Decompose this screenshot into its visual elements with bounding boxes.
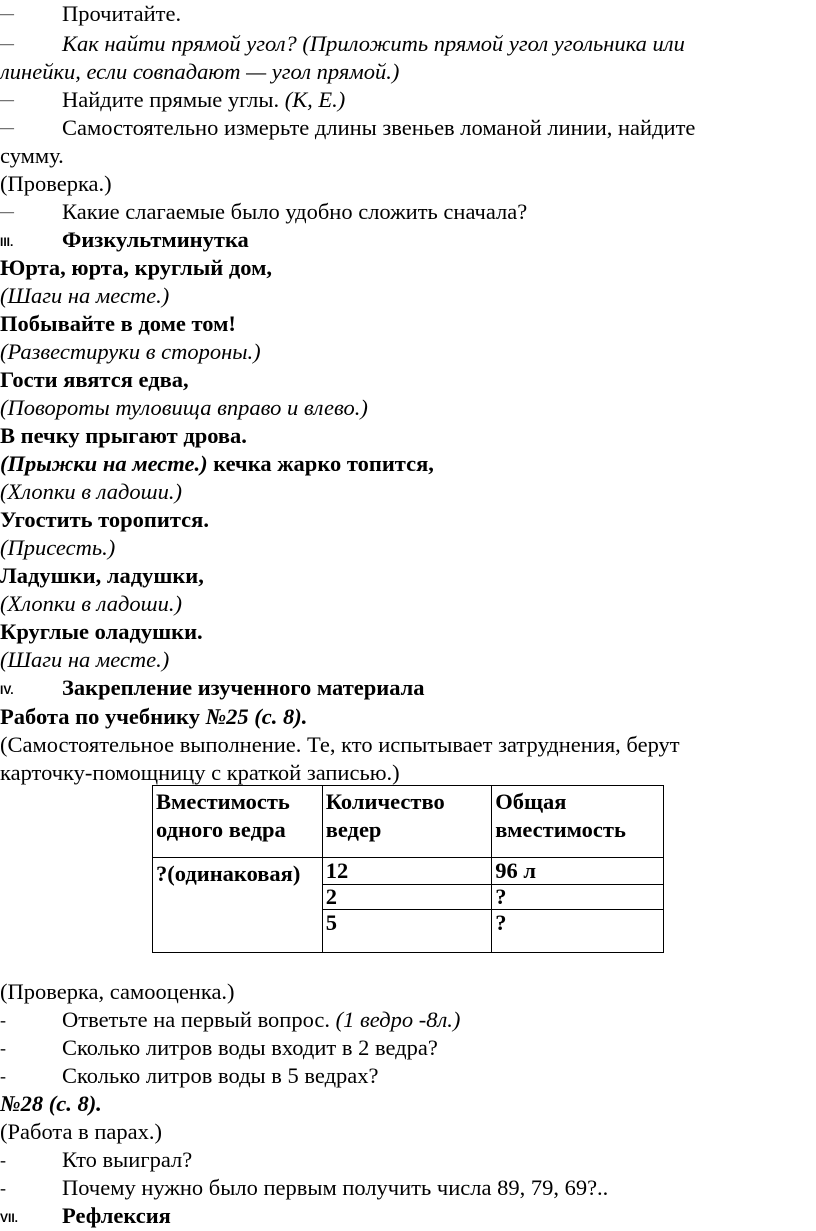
textbook-task [0,703,307,731]
line-read: Прочитайте. [62,1,182,26]
task-number-28: №28 (с. 8). [0,1091,102,1116]
poem-line: Угостить торопится. [0,507,209,532]
question-first-text: Ответьте на первый вопрос. [62,1007,336,1032]
table-header-row [153,786,664,858]
list-hyphen: - [0,1010,6,1030]
list-dash: — [0,37,14,52]
poem-line: Гости явятся едва, [0,367,189,392]
section-title-reflection: Рефлексия [62,1203,171,1228]
table-header-cell: Вместимость одного ведра [153,786,323,858]
section-number: III. [0,235,14,249]
check-selfassessment: (Проверка, самооценка.) [0,979,235,1004]
list-hyphen: - [0,1178,6,1198]
table-cell: 96 л [492,858,664,885]
line-question-right-angle-cont: линейки, если совпадают — угол прямой.) [0,59,400,84]
poem-instruction: (Развестируки в стороны.) [0,339,261,364]
poem-line-mixed [0,450,434,478]
line-measure-cont: сумму. [0,143,64,168]
poem-line: Круглые оладушки. [0,619,203,644]
poem-line: Ладушки, ладушки, [0,563,204,588]
poem-instruction: (Шаги на месте.) [0,647,170,672]
poem-instruction: (Присесть.) [0,535,116,560]
line-find-angles [62,86,345,114]
pair-work: (Работа в парах.) [0,1119,162,1144]
question-five-buckets: Сколько литров воды в 5 ведрах? [62,1063,379,1088]
question-first-answer: (1 ведро -8л.) [335,1007,461,1032]
table-cell: ? [492,885,664,910]
table-cell: ? [492,910,664,953]
list-dash: — [0,121,14,136]
table-cell-capacity: ?(одинаковая) [153,858,323,953]
poem-instruction: (Прыжки на месте.) [0,451,208,476]
poem-line: В печку прыгают дрова. [0,423,247,448]
table-cell: 2 [322,885,492,910]
line-find-angles-answer: (К, Е.) [284,87,346,112]
task-note-cont: карточку-помощницу с краткой записью.) [0,760,400,785]
section-title-physical: Физкультминутка [62,227,249,252]
list-hyphen: - [0,1066,6,1086]
poem-instruction: (Шаги на месте.) [0,283,170,308]
table-header-cell: Количество ведер [322,786,492,858]
table-cell: 5 [322,910,492,953]
poem-line: Юрта, юрта, круглый дом, [0,255,273,280]
section-title-consolidation: Закрепление изученного материала [62,675,425,700]
list-hyphen: - [0,1150,6,1170]
poem-instruction: (Хлопки в ладоши.) [0,479,182,504]
capacity-table [152,785,664,953]
line-measure: Самостоятельно измерьте длины звеньев ломаной линии, найдите [62,115,696,140]
line-question-right-angle: Как найти прямой угол? (Приложить прямой угол угольника или [62,31,685,56]
table-cell: 12 [322,858,492,885]
question-two-buckets: Сколько литров воды входит в 2 ведра? [62,1035,438,1060]
poem-line: кечка жарко топится, [207,451,434,476]
line-addends: Какие слагаемые было удобно сложить сначала? [62,199,528,224]
poem-instruction: (Хлопки в ладоши.) [0,591,182,616]
section-number: IV. [0,683,14,697]
list-hyphen: - [0,1038,6,1058]
list-dash: — [0,93,14,108]
task-note: (Самостоятельное выполнение. Те, кто испытывает затруднения, берут [0,732,680,757]
question-numbers: Почему нужно было первым получить числа 89, 79, 69?.. [62,1175,609,1200]
line-find-angles-text: Найдите прямые углы. [62,87,285,112]
line-check: (Проверка.) [0,171,112,196]
table-row [153,858,664,885]
table-header-cell: Общая вместимость [492,786,664,858]
question-winner: Кто выиграл? [62,1147,193,1172]
list-dash: — [0,205,14,220]
section-number: VII. [0,1211,19,1225]
textbook-task-number: №25 (с. 8). [205,704,308,729]
textbook-task-label: Работа по учебнику [0,704,206,729]
poem-instruction: (Повороты туловища вправо и влево.) [0,395,368,420]
list-dash: — [0,7,14,22]
question-first [62,1006,460,1034]
poem-line: Побывайте в доме том! [0,311,236,336]
